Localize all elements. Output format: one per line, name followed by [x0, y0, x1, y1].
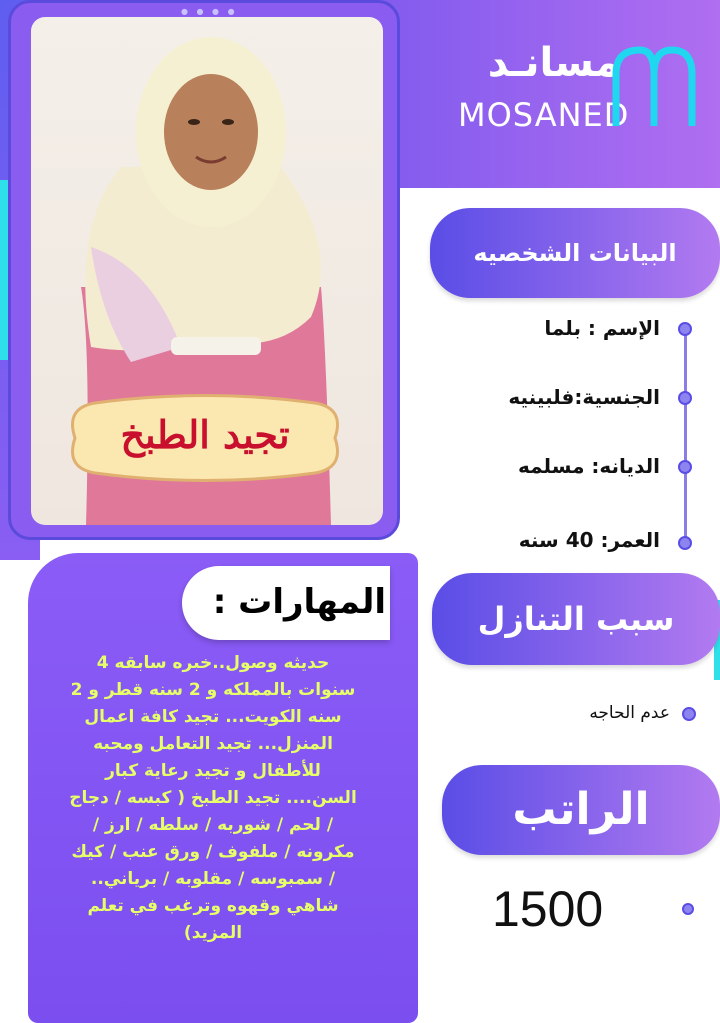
info-name: الإسم : بلما	[544, 316, 660, 340]
info-nationality: الجنسية:فلبينيه	[508, 385, 660, 409]
timeline-dot	[678, 460, 692, 474]
cooking-badge-text: تجيد الطبخ	[120, 412, 290, 457]
reason-dot	[682, 707, 696, 721]
brand-arabic: مسانـد	[487, 40, 620, 86]
salary-dot	[682, 903, 694, 915]
info-religion: الديانه: مسلمه	[518, 454, 660, 478]
timeline-dot	[678, 536, 692, 550]
timeline-dot	[678, 391, 692, 405]
tablet-camera-dots: ● ● ● ●	[181, 7, 238, 16]
skills-description: حديثه وصول..خبره سابقه 4 سنوات بالمملكه و 2 سنه قطر و 2 سنه الكويت... تجيد كافة اعمال المنزل... تجيد التعامل ومحبه للأطفال و تجيد رعاية كبار السن.... تجيد الطبخ ( كبسه / دجاج / لحم / شوربه / سلطه / ارز / مكرونه / ملفوف / ورق عنب / كيك / سمبوسه / مقلوبه / برياني.. شاهي وقهوه وترغب في تعلم المزيد)	[69, 653, 357, 943]
skills-heading: المهارات :	[182, 566, 390, 640]
timeline-line	[684, 330, 687, 545]
salary-value: 1500	[492, 881, 604, 937]
brand-english: MOSANED	[458, 96, 630, 134]
brand-logo	[440, 38, 700, 138]
reason-heading: سبب التنازل	[432, 573, 720, 665]
reason-value: عدم الحاجه	[589, 703, 670, 723]
personal-data-heading: البيانات الشخصيه	[430, 208, 720, 298]
brand-m-icon	[608, 44, 698, 134]
salary-heading: الراتب	[442, 765, 720, 855]
timeline-dot	[678, 322, 692, 336]
info-age: العمر: 40 سنه	[518, 528, 660, 552]
